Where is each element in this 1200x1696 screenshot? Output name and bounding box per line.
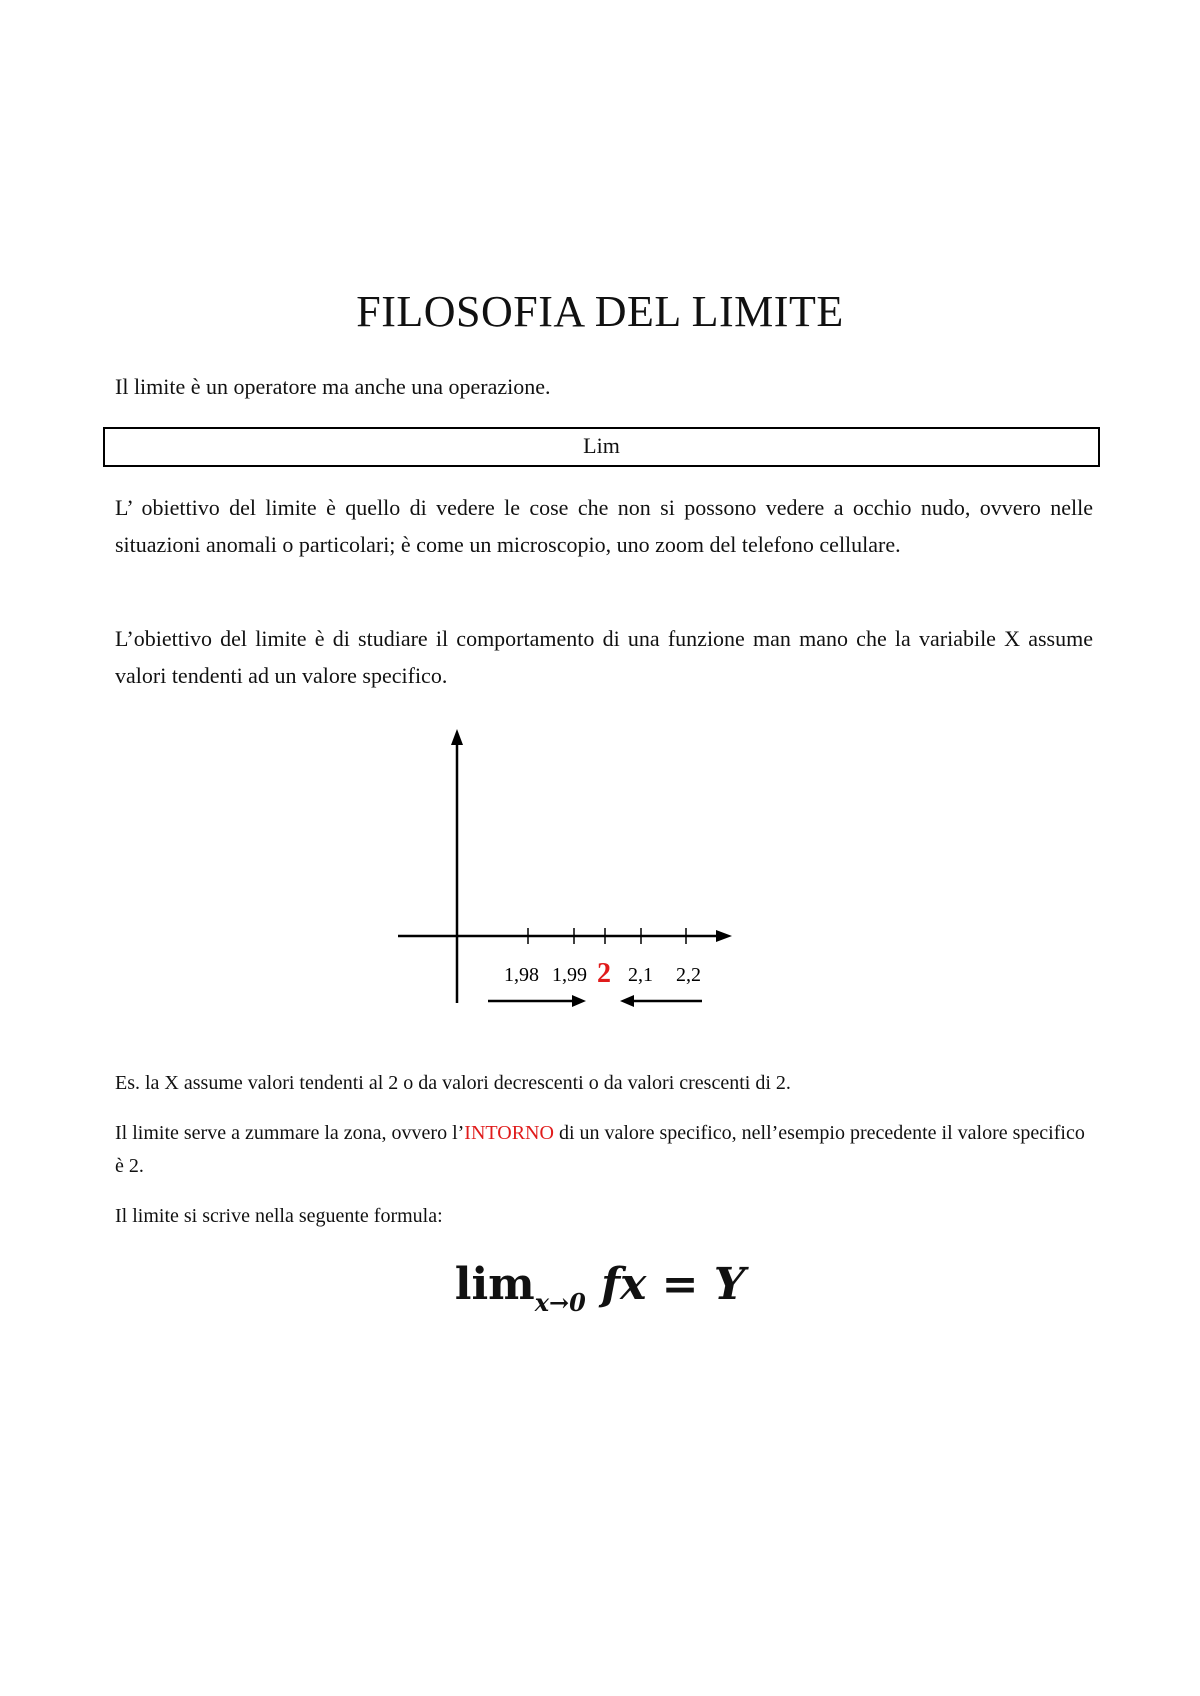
limit-formula <box>0 1255 1200 1333</box>
intorno-highlight: INTORNO <box>464 1122 554 1144</box>
formula-lim: lim <box>454 1259 535 1310</box>
intorno-text-after: di un valore specifico, nell’esempio precedente il valore specifico è 2. <box>115 1122 1085 1177</box>
formula-intro-paragraph: Il limite si scrive nella seguente formula: <box>115 1205 443 1227</box>
tick-label: 2,1 <box>628 964 653 986</box>
formula-expression: 𝒇𝒙 = 𝒀 <box>585 1259 746 1310</box>
arrow-from-left-head-icon <box>572 995 586 1007</box>
tick-label: 2,2 <box>676 964 701 986</box>
x-axis-arrow-icon <box>716 930 732 942</box>
center-value-label: 2 <box>597 958 611 989</box>
lim-box: Lim <box>103 427 1100 467</box>
tick-label: 1,99 <box>552 964 587 986</box>
intorno-paragraph <box>115 1117 1093 1183</box>
y-axis-arrow-icon <box>451 729 463 745</box>
number-line-graph <box>390 725 740 1015</box>
page-title: FILOSOFIA DEL LIMITE <box>356 287 844 336</box>
intorno-text-before: Il limite serve a zummare la zona, ovvero l’ <box>115 1122 465 1144</box>
intro-paragraph: Il limite è un operatore ma anche una operazione. <box>115 374 551 399</box>
formula-subscript: x→0 <box>534 1288 586 1317</box>
objective-paragraph-2: L’obiettivo del limite è di studiare il comportamento di una funzione man mano che la variabile X assume valori tendenti ad un valore specifico. <box>115 626 1093 688</box>
example-paragraph: Es. la X assume valori tendenti al 2 o da valori decrescenti o da valori crescenti di 2. <box>115 1072 791 1094</box>
tick-label: 1,98 <box>504 964 539 986</box>
objective-paragraph-1: L’ obiettivo del limite è quello di vedere le cose che non si possono vedere a occhio nudo, ovvero nelle situazioni anomali o particolari; è come un microscopio, uno zoom del telefono cellulare. <box>115 495 1093 557</box>
arrow-from-right-head-icon <box>620 995 634 1007</box>
